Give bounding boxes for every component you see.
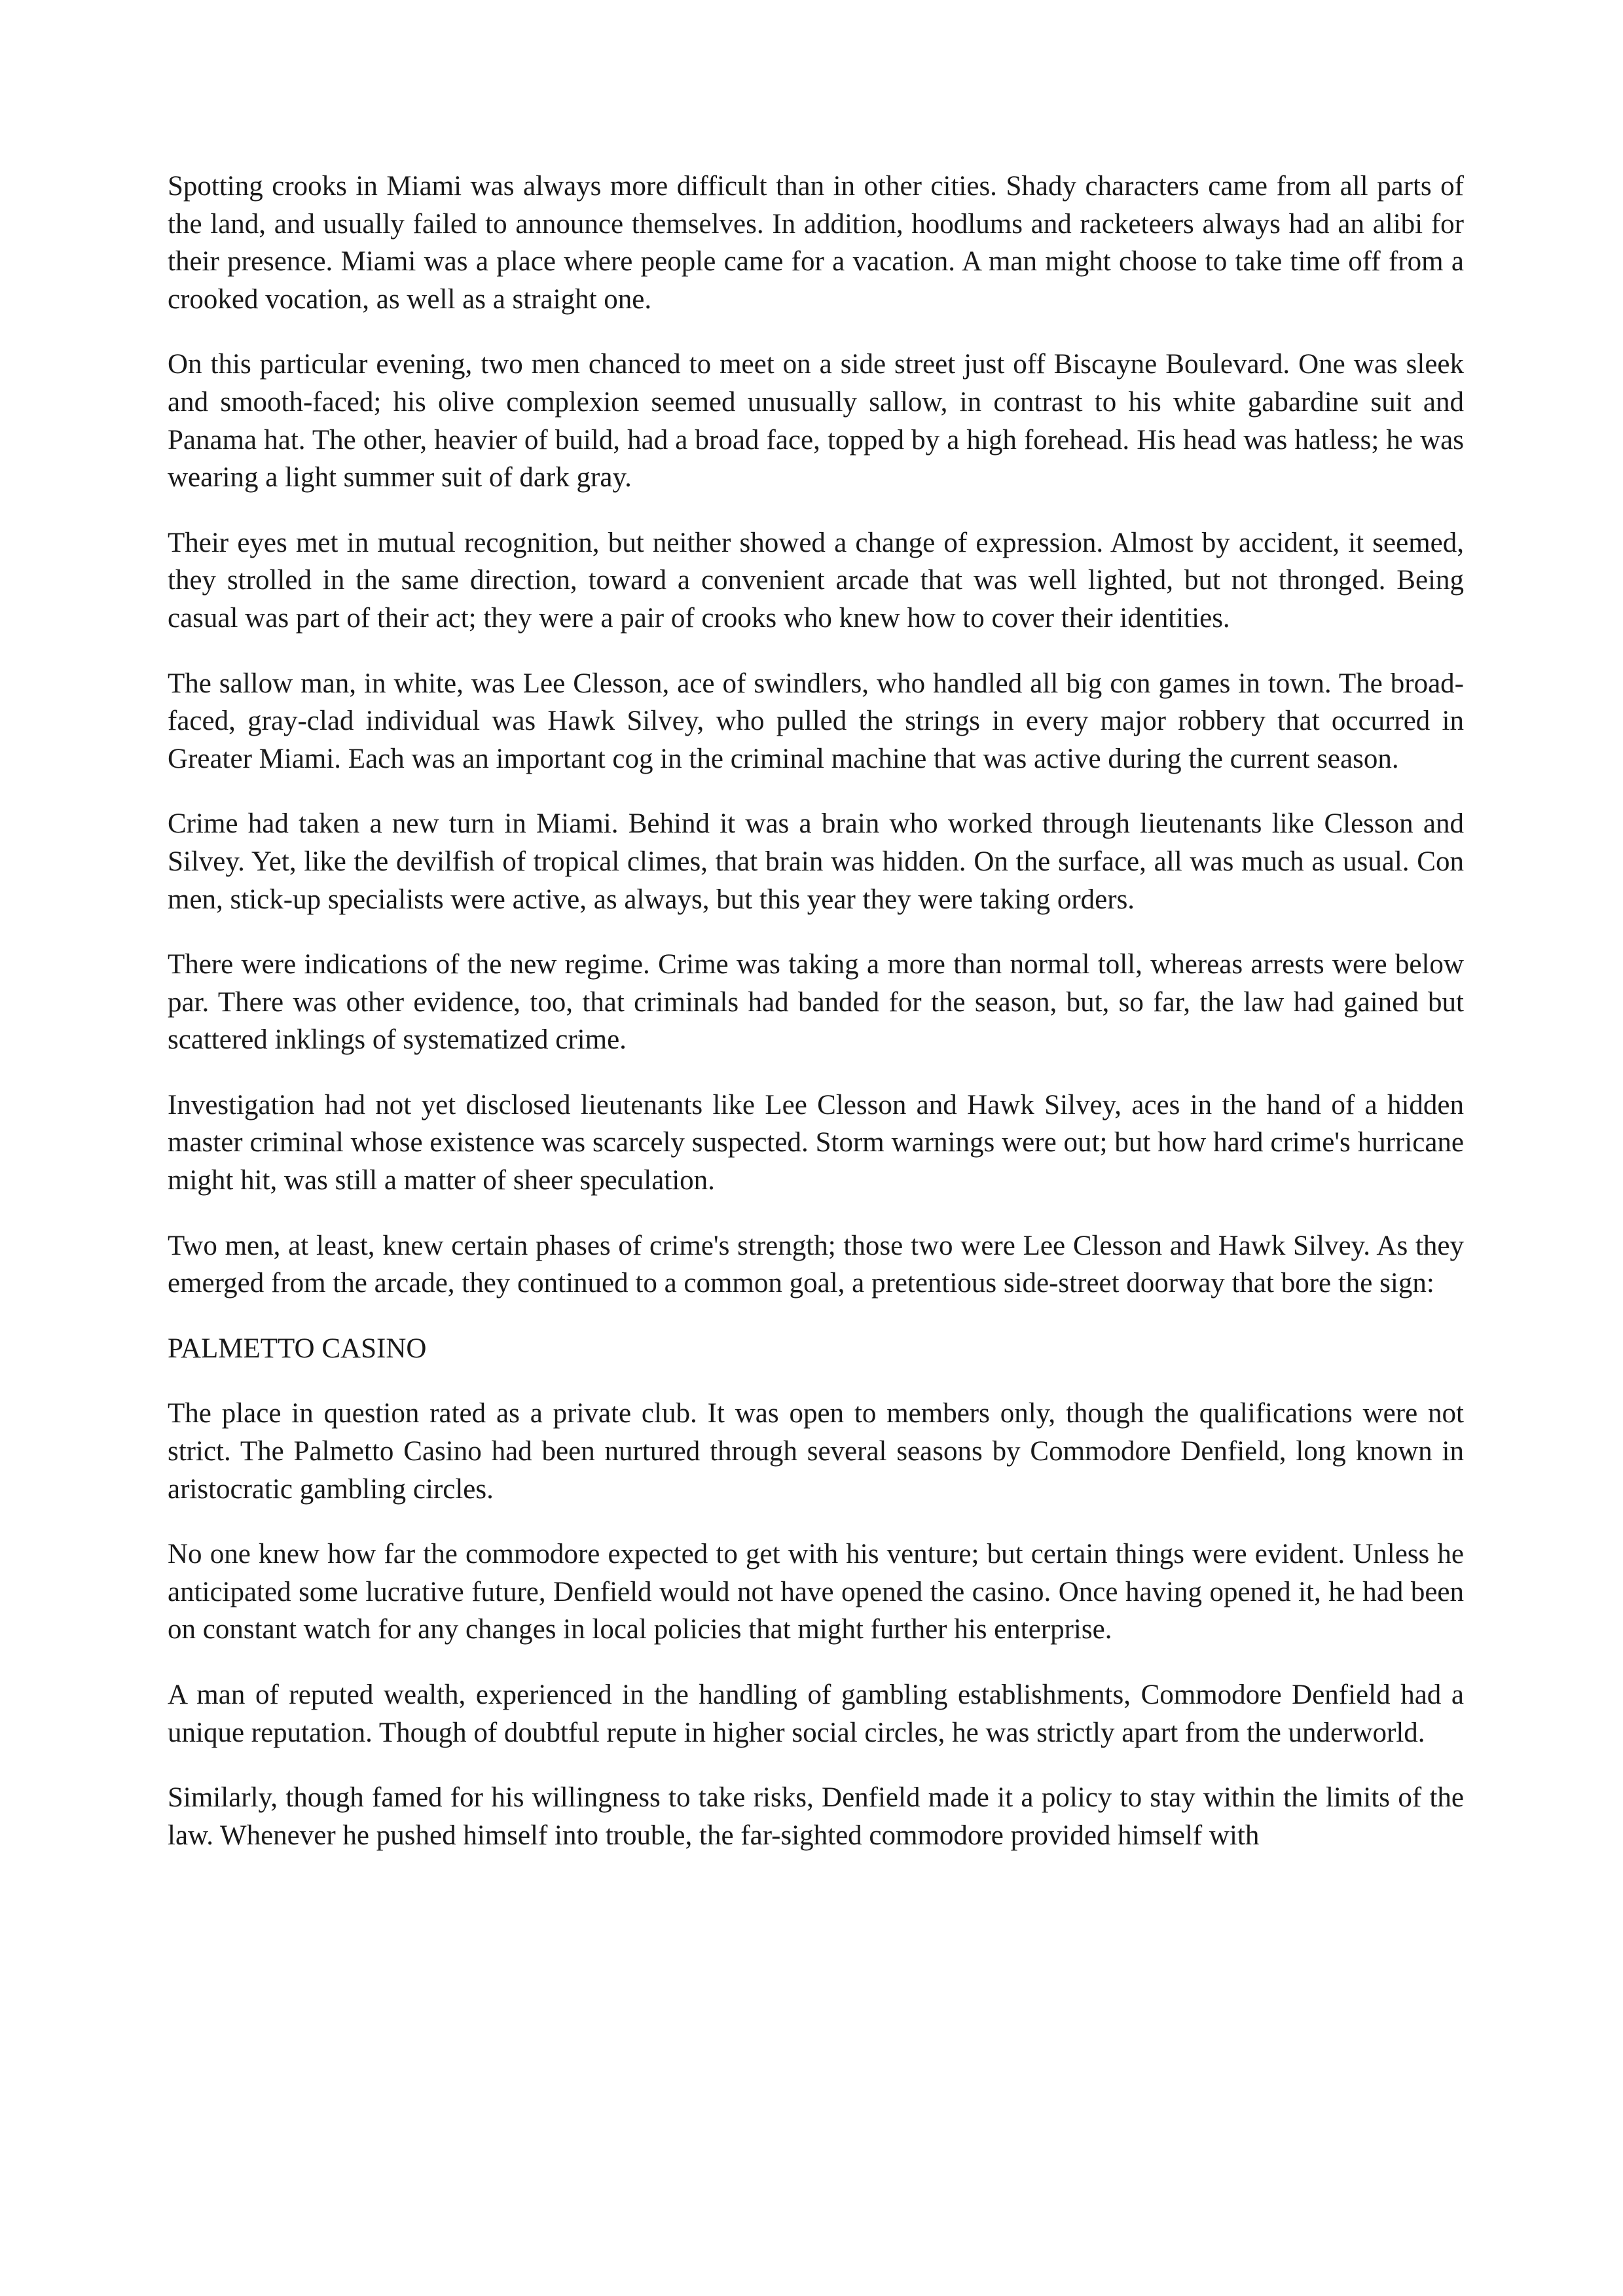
paragraph-7: Investigation had not yet disclosed lieutenants like Lee Clesson and Hawk Silvey, aces in the hand of a hidden master criminal whose existence was scarcely suspected. Storm warnings were out; but how hard crime's hurricane might hit, was still a matter of sheer speculation. xyxy=(168,1089,1464,1196)
paragraph-8: Two men, at least, knew certain phases of crime's strength; those two were Lee Clesson and Hawk Silvey. As they emerged from the arcade, they continued to a common goal, a pretentious side-street doorway that bore the sign: xyxy=(168,1230,1464,1299)
paragraph-11: A man of reputed wealth, experienced in the handling of gambling establishments, Commodore Denfield had a unique reputation. Though of doubtful repute in higher social circles, he was strictly apart from the underworld. xyxy=(168,1679,1464,1748)
paragraph-10: No one knew how far the commodore expected to get with his venture; but certain things were evident. Unless he anticipated some lucrative future, Denfield would not have opened the casino. Once having opened it, he had been on constant watch for any changes in local policies that might further his enterprise. xyxy=(168,1539,1464,1645)
document-page xyxy=(168,168,1464,1854)
paragraph-12: Similarly, though famed for his willingness to take risks, Denfield made it a policy to stay within the limits of the law. Whenever he pushed himself into trouble, the far-sighted commodore provided himself with xyxy=(168,1782,1464,1851)
paragraph-9: The place in question rated as a private club. It was open to members only, though the qualifications were not strict. The Palmetto Casino had been nurtured through several seasons by Commodore Denfield, long known in aristocratic gambling circles. xyxy=(168,1398,1464,1505)
paragraph-1: Spotting crooks in Miami was always more difficult than in other cities. Shady characters came from all parts of the land, and usually failed to announce themselves. In addition, hoodlums and racketeers always had an alibi for their presence. Miami was a place where people came for a vacation. A man might choose to take time off from a crooked vocation, as well as a straight one. xyxy=(168,171,1464,315)
paragraph-4: The sallow man, in white, was Lee Clesson, ace of swindlers, who handled all big con games in town. The broad-faced, gray-clad individual was Hawk Silvey, who pulled the strings in every major robbery that occurred in Greater Miami. Each was an important cog in the criminal machine that was active during the current season. xyxy=(168,668,1464,774)
sign-text: PALMETTO CASINO xyxy=(168,1333,427,1364)
paragraph-2: On this particular evening, two men chanced to meet on a side street just off Biscayne Boulevard. One was sleek and smooth-faced; his olive complexion seemed unusually sallow, in contrast to his white gabardine suit and Panama hat. The other, heavier of build, had a broad face, topped by a high forehead. His head was hatless; he was wearing a light summer suit of dark gray. xyxy=(168,349,1464,493)
paragraph-6: There were indications of the new regime. Crime was taking a more than normal toll, whereas arrests were below par. There was other evidence, too, that criminals had banded for the season, but, so far, the law had gained but scattered inklings of systematized crime. xyxy=(168,949,1464,1056)
paragraph-5: Crime had taken a new turn in Miami. Behind it was a brain who worked through lieutenants like Clesson and Silvey. Yet, like the devilfish of tropical climes, that brain was hidden. On the surface, all was much as usual. Con men, stick-up specialists were active, as always, but this year they were taking orders. xyxy=(168,808,1464,915)
paragraph-3: Their eyes met in mutual recognition, but neither showed a change of expression. Almost by accident, it seemed, they strolled in the same direction, toward a convenient arcade that was well lighted, but not thronged. Being casual was part of their act; they were a pair of crooks who knew how to cover their identities. xyxy=(168,527,1464,634)
